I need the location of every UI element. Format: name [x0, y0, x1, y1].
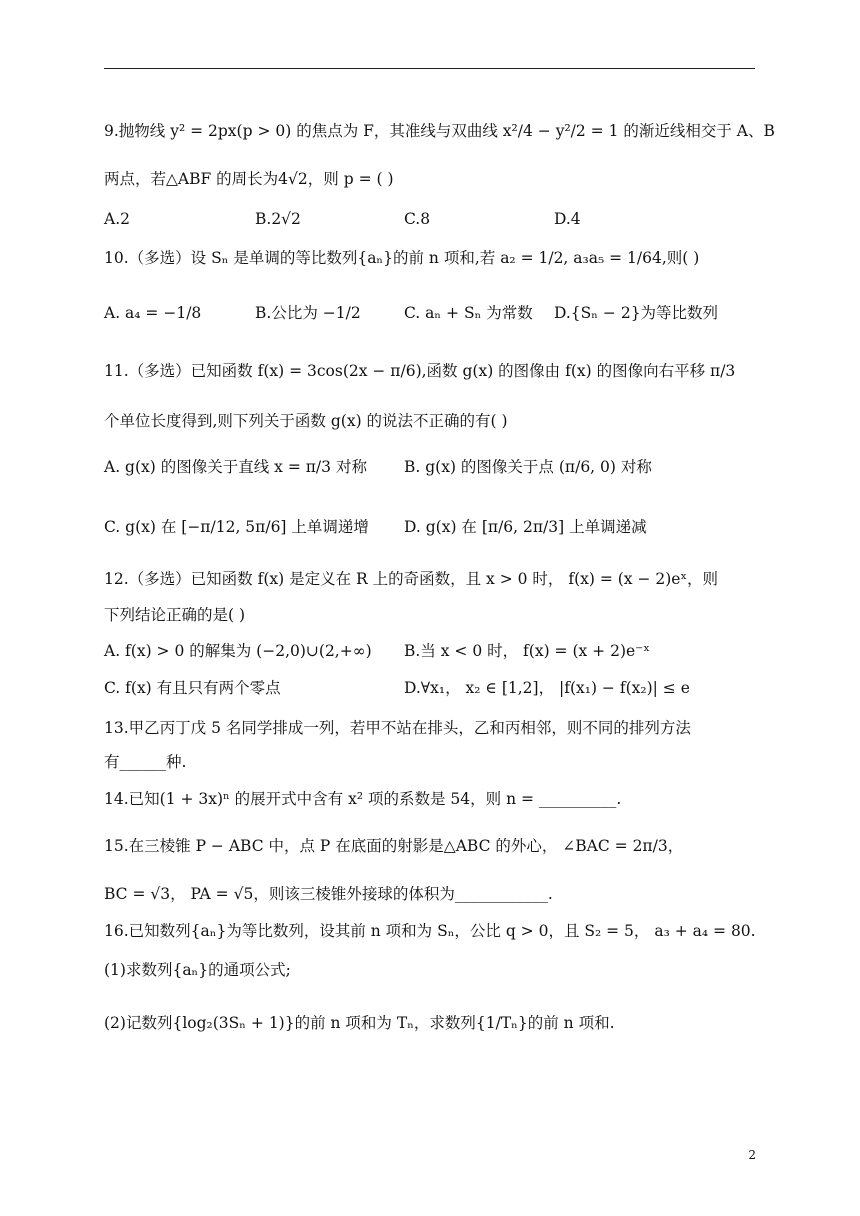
- q10-option-d: D.{Sₙ − 2}为等比数列: [554, 304, 719, 322]
- q12-option-a: A. f(x) > 0 的解集为 (−2,0)∪(2,+∞): [104, 642, 372, 660]
- q11-line1: 11.（多选）已知函数 f(x) = 3cos(2x − π/6),函数 g(x) 的图像由 f(x) 的图像向右平移 π/3: [104, 362, 736, 380]
- q10-option-a: A. a₄ = −1/8: [104, 304, 202, 322]
- q10-option-c: C. aₙ + Sₙ 为常数: [404, 304, 533, 322]
- q13-line1: 13.甲乙丙丁戊 5 名同学排成一列，若甲不站在排头，乙和丙相邻，则不同的排列方法: [104, 719, 691, 737]
- q9-line2: 两点，若△ABF 的周长为4√2，则 p = ( ): [104, 170, 394, 188]
- q12-option-b: B.当 x < 0 时， f(x) = (x + 2)e⁻ˣ: [404, 642, 650, 660]
- q11-option-c: C. g(x) 在 [−π/12, 5π/6] 上单调递增: [104, 518, 369, 536]
- q9-option-b: B.2√2: [255, 210, 301, 228]
- q16-line1: 16.已知数列{aₙ}为等比数列，设其前 n 项和为 Sₙ，公比 q > 0，且 S₂ = 5， a₃ + a₄ = 80.: [104, 922, 756, 940]
- q9-line1: 9.抛物线 y² = 2px(p > 0) 的焦点为 F，其准线与双曲线 x²/4 − y²/2 = 1 的渐近线相交于 A、B: [104, 122, 775, 140]
- q15-line2: BC = √3， PA = √5，则该三棱锥外接球的体积为____________.: [104, 885, 553, 903]
- q11-option-b: B. g(x) 的图像关于点 (π/6, 0) 对称: [404, 458, 652, 476]
- q12-line1: 12.（多选）已知函数 f(x) 是定义在 R 上的奇函数，且 x > 0 时， f(x) = (x − 2)eˣ，则: [104, 570, 719, 588]
- header-rule: [104, 68, 755, 69]
- q11-option-d: D. g(x) 在 [π/6, 2π/3] 上单调递减: [404, 518, 647, 536]
- q16-line3: (2)记数列{log₂(3Sₙ + 1)}的前 n 项和为 Tₙ，求数列{1/Tₙ}的前 n 项和.: [104, 1014, 615, 1032]
- q10-line1: 10.（多选）设 Sₙ 是单调的等比数列{aₙ}的前 n 项和,若 a₂ = 1/2, a₃a₅ = 1/64,则( ): [104, 249, 700, 267]
- q16-line2: (1)求数列{aₙ}的通项公式;: [104, 961, 291, 979]
- q11-option-a: A. g(x) 的图像关于直线 x = π/3 对称: [104, 458, 367, 476]
- q15-line1: 15.在三棱锥 P − ABC 中，点 P 在底面的射影是△ABC 的外心， ∠BAC = 2π/3，: [104, 837, 684, 855]
- q12-line2: 下列结论正确的是( ): [104, 606, 246, 624]
- q9-option-d: D.4: [554, 210, 581, 228]
- q9-option-c: C.8: [404, 210, 431, 228]
- page-number: 2: [748, 1148, 756, 1162]
- q13-line2: 有______种.: [104, 753, 187, 771]
- q12-option-d: D.∀x₁， x₂ ∈ [1,2]， |f(x₁) − f(x₂)| ≤ e: [404, 679, 690, 697]
- q10-option-b: B.公比为 −1/2: [255, 304, 361, 322]
- q11-line2: 个单位长度得到,则下列关于函数 g(x) 的说法不正确的有( ): [104, 412, 508, 430]
- q12-option-c: C. f(x) 有且只有两个零点: [104, 679, 281, 697]
- q14-line1: 14.已知(1 + 3x)ⁿ 的展开式中含有 x² 项的系数是 54，则 n = __________.: [104, 790, 622, 808]
- q9-option-a: A.2: [104, 210, 130, 228]
